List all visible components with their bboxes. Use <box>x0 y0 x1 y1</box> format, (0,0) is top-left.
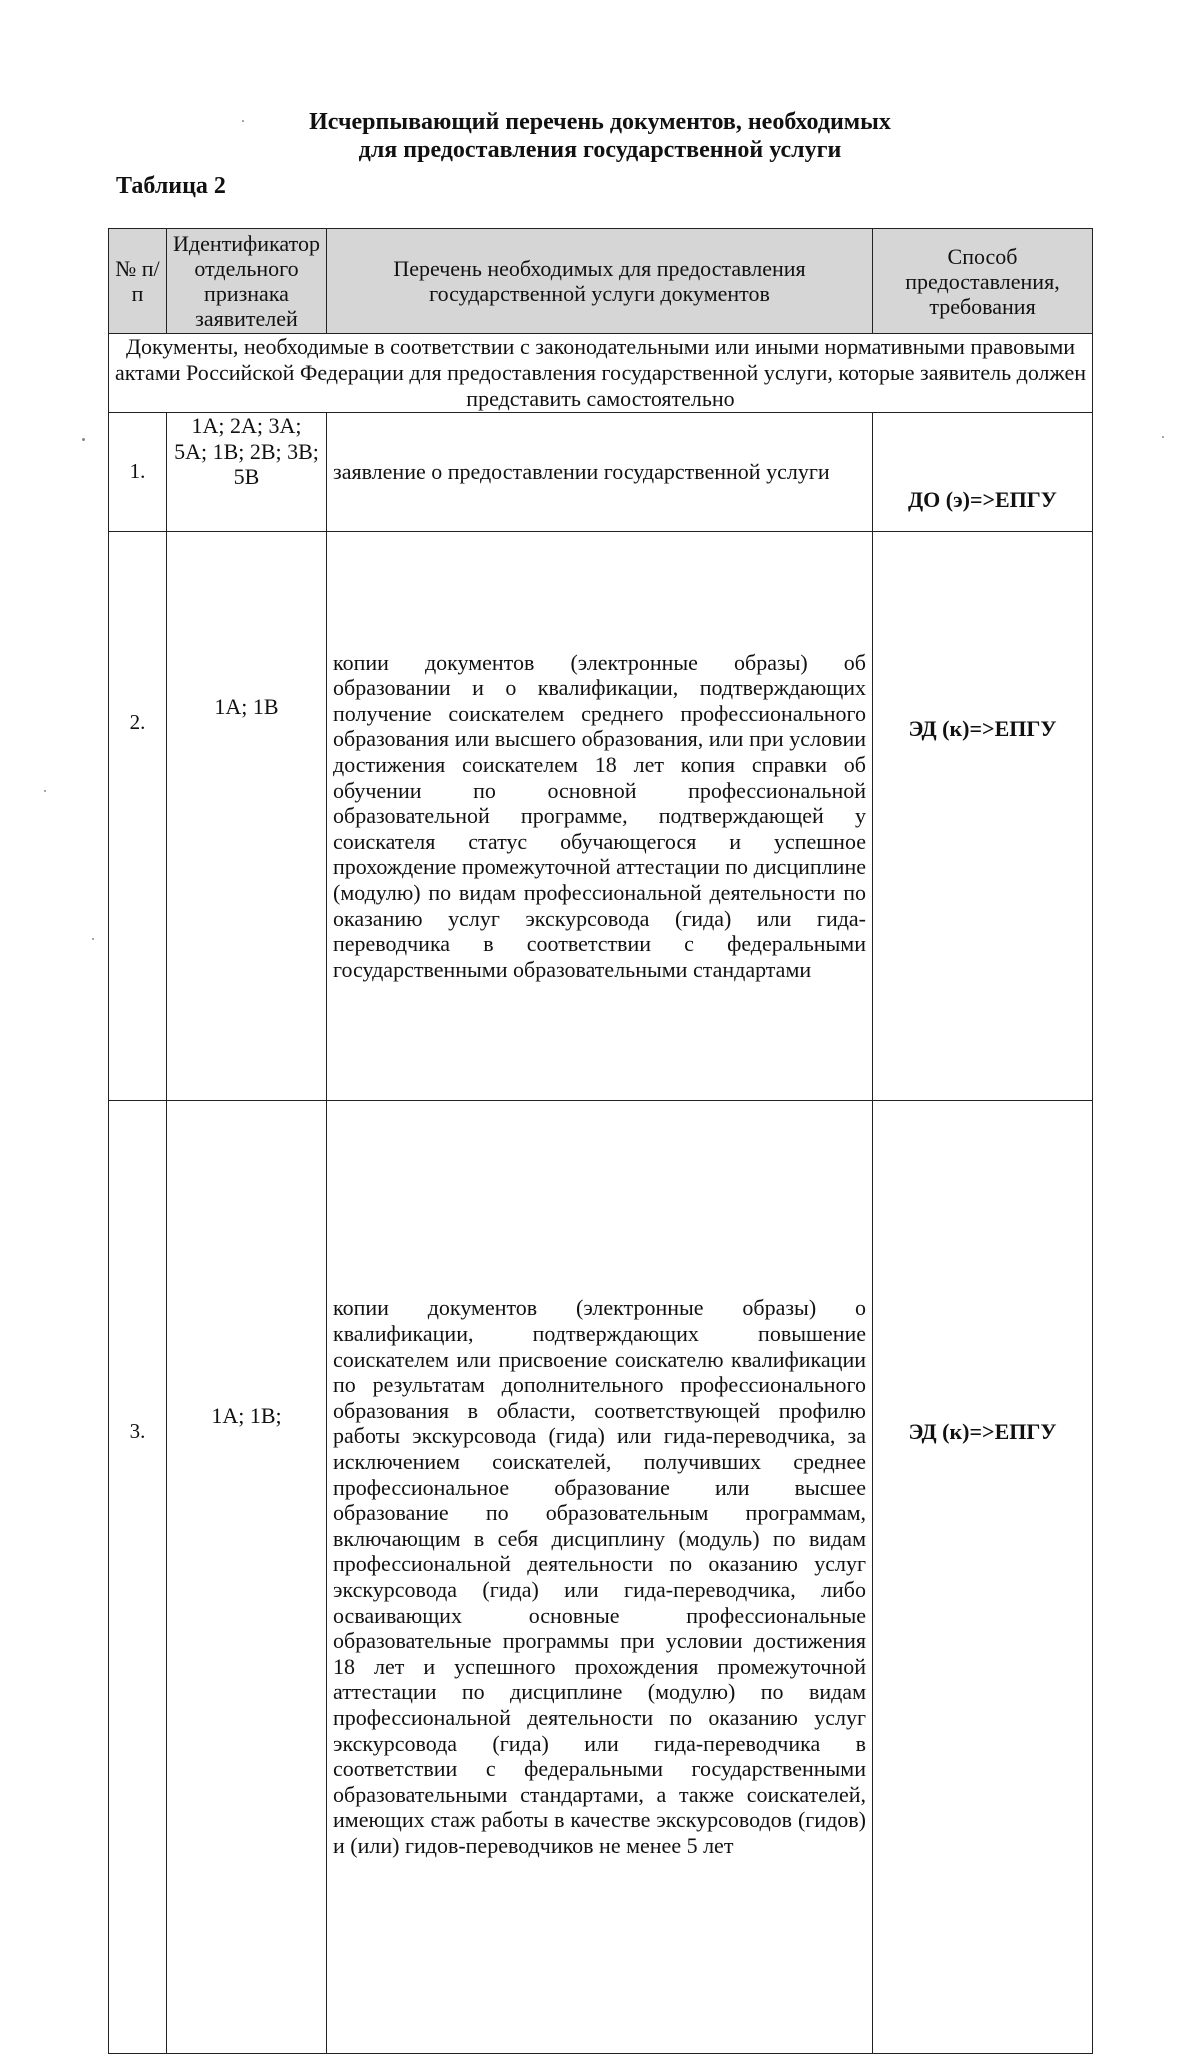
section-row <box>109 334 1093 413</box>
row-num: 2. <box>109 532 167 1101</box>
table-row <box>109 532 1093 1101</box>
row-method: ЭД (к)=>ЕПГУ <box>873 1101 1093 2054</box>
header-documents: Перечень необходимых для предоставления государственной услуги документов <box>327 229 873 334</box>
scan-speck <box>1162 436 1164 438</box>
row-document-text: копии документов (электронные образы) о квалификации, подтверждающих повышение соискателем или присвоение соискателю квалификации по результатам дополнительного профессионального образования в области, соответствующей профилю работы экскурсовода (гида) или гида-переводчика, за исключением соискателей, получивших среднее профессиональное образование или высшее образование по образовательным программам, включающим в себя дисциплину (модуль) по видам профессиональной деятельности по оказанию услуг экскурсовода (гида) или гида-переводчика, либо осваивающих основные профессиональные образовательные программы при условии достижения 18 лет и успешного прохождения промежуточной аттестации по дисциплине (модулю) по видам профессиональной деятельности по оказанию услуг экскурсовода (гида) или гида-переводчика в соответствии с федеральными государственными образовательными стандартами, а также соискателей, имеющих стаж работы в качестве экскурсоводов (гидов) и (или) гидов-переводчиков не менее 5 лет <box>327 1101 873 2054</box>
header-method: Способ предоставления, требования <box>873 229 1093 334</box>
title-line-2: для предоставления государственной услуги <box>358 137 842 163</box>
scan-speck <box>242 120 244 122</box>
row-method: ДО (э)=>ЕПГУ <box>873 413 1093 532</box>
row-document-text: копии документов (электронные образы) об образовании и о квалификации, подтверждающих получение соискателем среднего профессионального образования или высшего образования, или при условии достижения соискателем 18 лет копия справки об обучении по основной профессиональной образовательной программе, подтверждающей у соискателя статус обучающегося и успешное прохождение промежуточной аттестации по дисциплине (модулю) по видам профессиональной деятельности по оказанию услуг экскурсовода (гида) или гида-переводчика в соответствии с федеральными государственными образовательными стандартами <box>327 532 873 1101</box>
table-label: Таблица 2 <box>116 173 226 199</box>
section-title: Документы, необходимые в соответствии с законодательными или иными нормативными правовыми актами Российской Федерации для предоставления государственной услуги, которые заявитель должен представить самостоятельно <box>109 334 1093 413</box>
row-num: 1. <box>109 413 167 532</box>
table-row <box>109 1101 1093 2054</box>
row-method: ЭД (к)=>ЕПГУ <box>873 532 1093 1101</box>
scan-speck <box>82 438 85 441</box>
row-num: 3. <box>109 1101 167 2054</box>
title-line-1: Исчерпывающий перечень документов, необходимых <box>309 109 891 135</box>
table-header-row <box>109 229 1093 334</box>
documents-table <box>108 228 1093 2054</box>
scan-speck <box>92 938 94 940</box>
row-identifier: 1А; 1В <box>167 532 327 1101</box>
row-document-text: заявление о предоставлении государственной услуги <box>327 413 873 532</box>
header-num: № п/п <box>109 229 167 334</box>
document-title <box>140 108 1060 164</box>
header-identifier: Идентификатор отдельного признака заявителей <box>167 229 327 334</box>
row-identifier: 1А; 1В; <box>167 1101 327 2054</box>
table-row <box>109 413 1093 532</box>
row-identifier: 1А; 2А; 3А; 5А; 1В; 2В; 3В; 5В <box>167 413 327 532</box>
scan-speck <box>44 790 46 792</box>
